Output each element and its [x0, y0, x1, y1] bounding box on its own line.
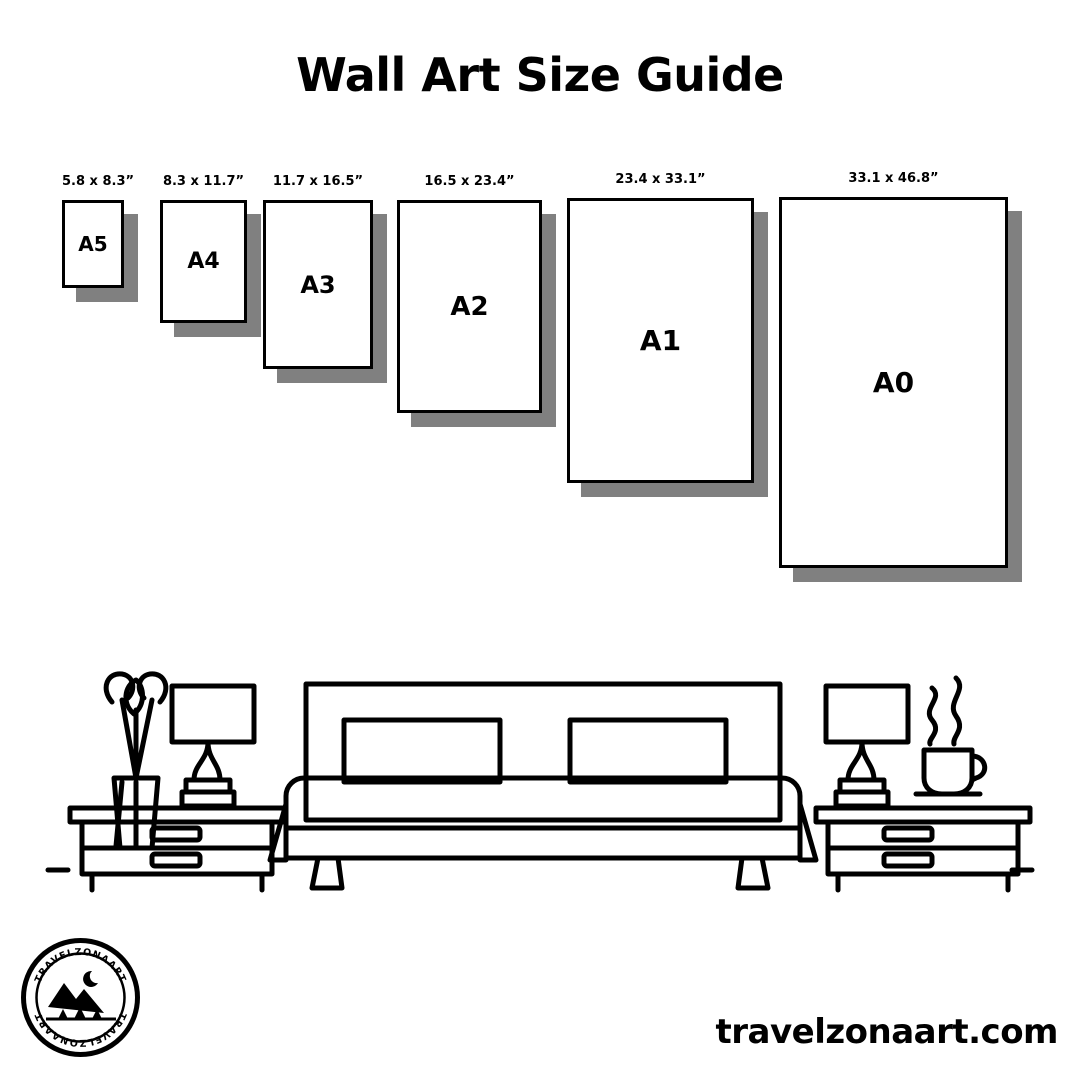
frame-dimensions-label: 33.1 x 46.8”: [848, 171, 939, 186]
brand-logo: [18, 935, 143, 1060]
frame-size-label: A0: [872, 366, 915, 399]
frame-box: [567, 198, 754, 483]
frame-size-label: A3: [300, 270, 336, 299]
frame-dimensions-label: 16.5 x 23.4”: [424, 174, 515, 189]
frame-box: [397, 200, 542, 413]
frame-box: [779, 197, 1008, 568]
left-nightstand: [70, 808, 284, 890]
frame-a3: [263, 174, 373, 369]
frame-size-label: A2: [450, 291, 489, 322]
frame-dimensions-label: 11.7 x 16.5”: [272, 174, 364, 189]
frame-dimensions-label: 8.3 x 11.7”: [162, 174, 245, 189]
right-lamp: [826, 686, 908, 806]
logo-text-bottom: TRAVELZONAART: [32, 1010, 129, 1049]
moon-icon: [83, 971, 98, 987]
bedroom-illustration: [0, 560, 1080, 920]
frame-dimensions-label: 5.8 x 8.3”: [62, 174, 135, 189]
frame-box: [160, 200, 247, 323]
right-nightstand: [816, 808, 1030, 890]
frame-size-label: A4: [187, 249, 220, 274]
site-url: travelzonaart.com: [715, 1012, 1058, 1052]
frame-a2: [397, 174, 542, 413]
frame-box: [62, 200, 124, 288]
mountain-icon: [48, 983, 104, 1013]
frame-a5: [62, 174, 135, 288]
bed: [270, 684, 816, 888]
page-title: Wall Art Size Guide: [296, 48, 784, 102]
frame-box: [263, 200, 373, 369]
frame-size-label: A1: [639, 324, 682, 357]
frame-a0: [779, 171, 1008, 568]
frame-dimensions-label: 23.4 x 33.1”: [615, 172, 706, 187]
frame-a1: [567, 172, 754, 483]
frame-size-label: A5: [78, 232, 108, 256]
logo-text-top: TRAVELZONAART: [32, 946, 129, 985]
frame-a4: [160, 174, 247, 323]
left-lamp: [172, 686, 254, 806]
coffee-cup: [916, 678, 985, 794]
